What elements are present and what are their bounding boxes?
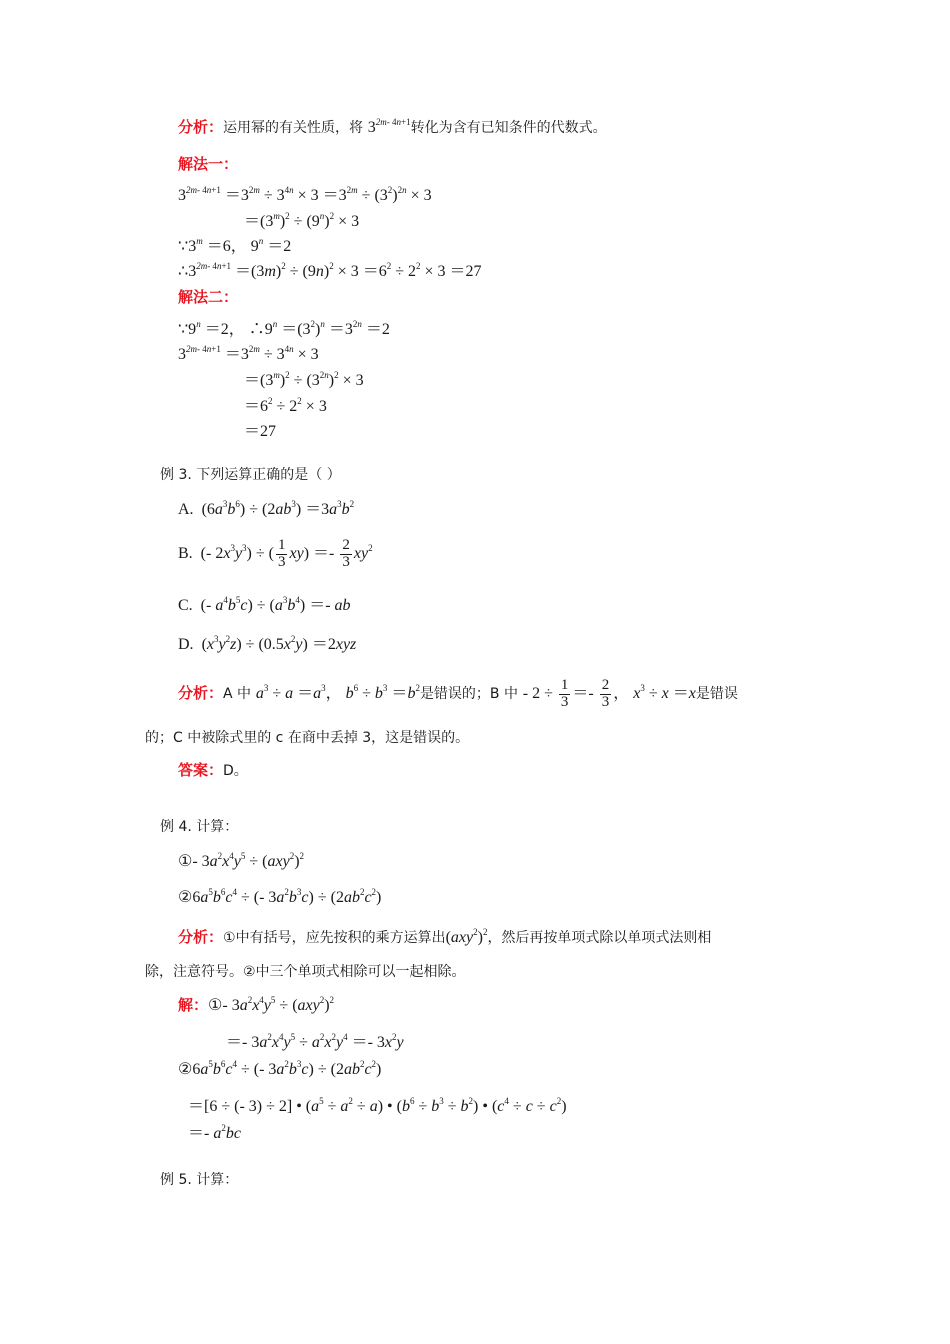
example4-sol2: $②6a^5b^6c^4$ ÷ (- $3a^2b^3c) \div (2ab^2c^2)$ <box>178 1059 382 1078</box>
method1-step3: $\because 3^m =6$， $9^n =2$ <box>178 236 292 255</box>
analysis1-text-before: 运用幂的有关性质，将 <box>223 120 364 136</box>
example3-analysis: 分析：A 中 $a^3 \div a =a^3$， $b^6 \div b^3 =b^2$是错误的；B 中 - 2 ÷ $\frac{1}{3}$ ＝- $\frac{2}{3}$ ， $x^3 \div x =x$是错误 <box>178 677 738 710</box>
example4-item1: ①- $3a^2x^4y^5 \div (axy^2)^2$ <box>178 851 305 870</box>
method1-step4: $\therefore 3^{2m- 4n+1} =(3m)^2 \div (9n)^2 \times 3 =6^2 \div 2^2 \times 3 =27$ <box>178 261 482 280</box>
example4-sol2-step2: ＝- $a^2bc$ <box>188 1123 241 1142</box>
example4-sol1-step: ＝- $3a^2x^4y^5 \div a^2x^2y^4 =- 3x^2y$ <box>226 1032 404 1051</box>
example3-analysis-line2: 的；C 中被除式里的 c 在商中丢掉 3，这是错误的。 <box>145 730 470 746</box>
method2-step2: $3^{2m- 4n+1} =3^{2m} \div 3^{4n} \times 3$ <box>178 344 319 363</box>
example4-analysis-line2: 除，注意符号。②中三个单项式相除可以一起相除。 <box>145 964 466 980</box>
example4-analysis: 分析：①中有括号，应先按积的乘方运算出$(axy^2)^2$，然后再按单项式除以单项式法则相 <box>178 927 712 946</box>
answer-label: 答案： <box>178 761 224 779</box>
example3-title: 例 3. 下列运算正确的是（ ） <box>160 467 341 483</box>
method2-step1: $\because 9^n =2$， $\therefore 9^n =(3^2)^n =3^{2n} =2$ <box>178 319 390 338</box>
method1-step1: $3^{2m- 4n+1} =3^{2m} \div 3^{4n} \times 3 =3^{2m} \div (3^2)^{2n} \times 3$ <box>178 185 432 204</box>
method2-result: 27 <box>260 423 277 440</box>
example3-analysis-label: 分析： <box>178 683 224 702</box>
example3-option-c: C. (- $a^4b^5c) \div (a^3b^4)$ ＝- ab <box>178 595 351 614</box>
method2-step5: ＝27 <box>244 423 277 440</box>
solution-label: 解： <box>178 996 209 1014</box>
example4-sol2-step1: ＝[6 ÷ (- 3) ÷ 2] • $(a^5 \div a^2 \div a)$ • $(b^6 \div b^3 \div b^2)$ • $(c^4 \div c \div c^2)$ <box>188 1096 567 1115</box>
method1-result: 27 <box>465 263 482 280</box>
example3-option-a: A. $(6a^3b^6) \div (2ab^3) =3a^3b^2$ <box>178 499 355 518</box>
method2-step3: $=(3^m)^2 \div (3^{2n})^2 \times 3$ <box>244 370 364 389</box>
example3-answer <box>178 761 248 781</box>
example3-option-d: D. $(x^3y^2z) \div (0.5x^2y) =2xyz$ <box>178 634 357 653</box>
analysis1-expr: $3^{2m- 4n+1}$ <box>367 117 411 136</box>
method1-label: 解法一： <box>178 155 239 173</box>
example4-solution: 解：①- $3a^2x^4y^5 \div (axy^2)^2$ <box>178 995 335 1014</box>
analysis1-text-after: 转化为含有已知条件的代数式。 <box>410 120 607 136</box>
example3-option-b: B. (- $2x^3y^3$) ÷ ( $\frac{1}{3}$ xy) ＝- $\frac{2}{3}$ $xy^2$ <box>178 537 373 570</box>
since-symbol: ∵ <box>178 238 189 255</box>
method2-step4: $=6^2 \div 2^2 \times 3$ <box>244 396 327 415</box>
example4-analysis-label: 分析： <box>178 928 224 946</box>
method2-label: 解法二： <box>178 288 239 306</box>
example4-title: 例 4. 计算： <box>160 819 239 835</box>
answer-value: D。 <box>223 763 248 779</box>
example5-title: 例 5. 计算： <box>160 1172 239 1188</box>
method1-step2: $=(3^m)^2 \div (9^n)^2 \times 3$ <box>244 211 360 230</box>
analysis1-line <box>178 118 607 139</box>
analysis1-label: 分析： <box>178 118 224 136</box>
example4-item2: $②6a^5b^6c^4$ ÷ (- $3a^2b^3c) \div (2ab^2c^2)$ <box>178 887 382 906</box>
therefore-symbol: ∴ <box>178 263 189 280</box>
